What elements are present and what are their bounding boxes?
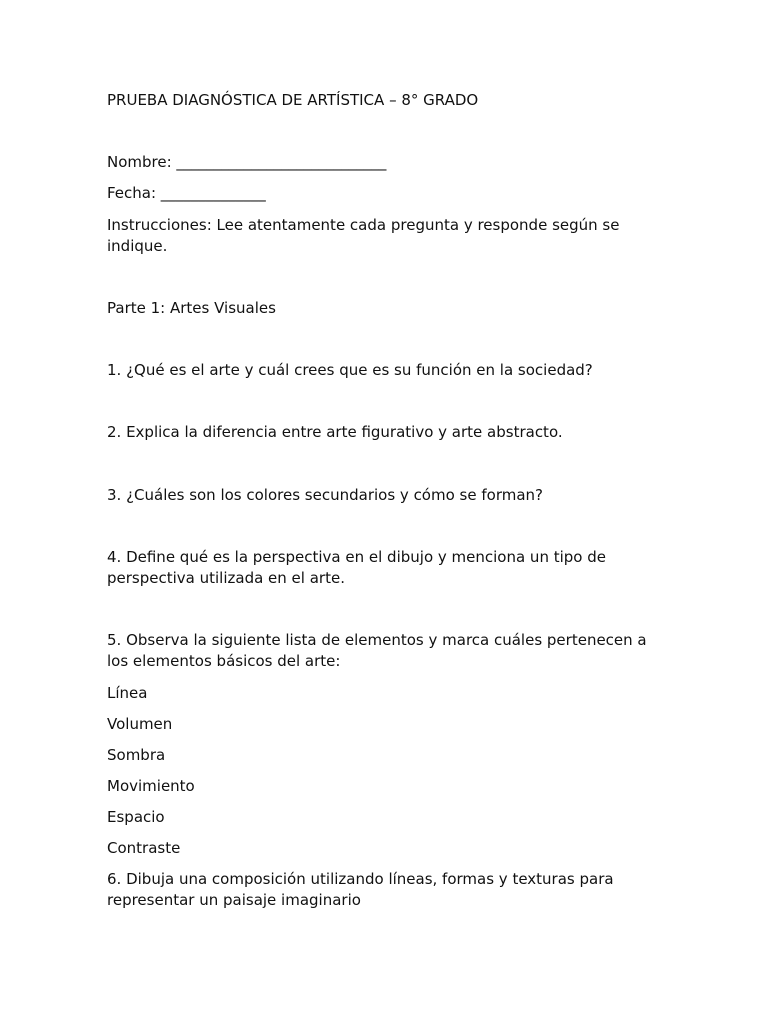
instructions-paragraph: Instrucciones: Lee atentamente cada pregunta y responde según se indique. xyxy=(107,216,620,255)
date-field: Fecha: ______________ xyxy=(107,184,266,202)
list-item-contraste: Contraste xyxy=(107,839,181,857)
question-4: 4. Define qué es la perspectiva en el dibujo y menciona un tipo de perspectiva utilizada en el arte. xyxy=(107,548,606,587)
list-item-linea: Línea xyxy=(107,684,148,702)
list-item-sombra: Sombra xyxy=(107,746,166,764)
question-6: 6. Dibuja una composición utilizando líneas, formas y texturas para representar un paisaje imaginario xyxy=(107,870,614,909)
list-item-espacio: Espacio xyxy=(107,808,165,826)
question-1: 1. ¿Qué es el arte y cuál crees que es su función en la sociedad? xyxy=(107,361,593,379)
list-item-volumen: Volumen xyxy=(107,715,173,733)
question-2: 2. Explica la diferencia entre arte figurativo y arte abstracto. xyxy=(107,423,563,441)
question-3: 3. ¿Cuáles son los colores secundarios y cómo se forman? xyxy=(107,486,543,504)
document-title: PRUEBA DIAGNÓSTICA DE ARTÍSTICA – 8° GRADO xyxy=(107,91,479,109)
name-field: Nombre: ____________________________ xyxy=(107,153,387,171)
list-item-movimiento: Movimiento xyxy=(107,777,195,795)
question-5: 5. Observa la siguiente lista de elementos y marca cuáles pertenecen a los elementos básicos del arte: xyxy=(107,631,647,670)
section-heading: Parte 1: Artes Visuales xyxy=(107,299,276,317)
